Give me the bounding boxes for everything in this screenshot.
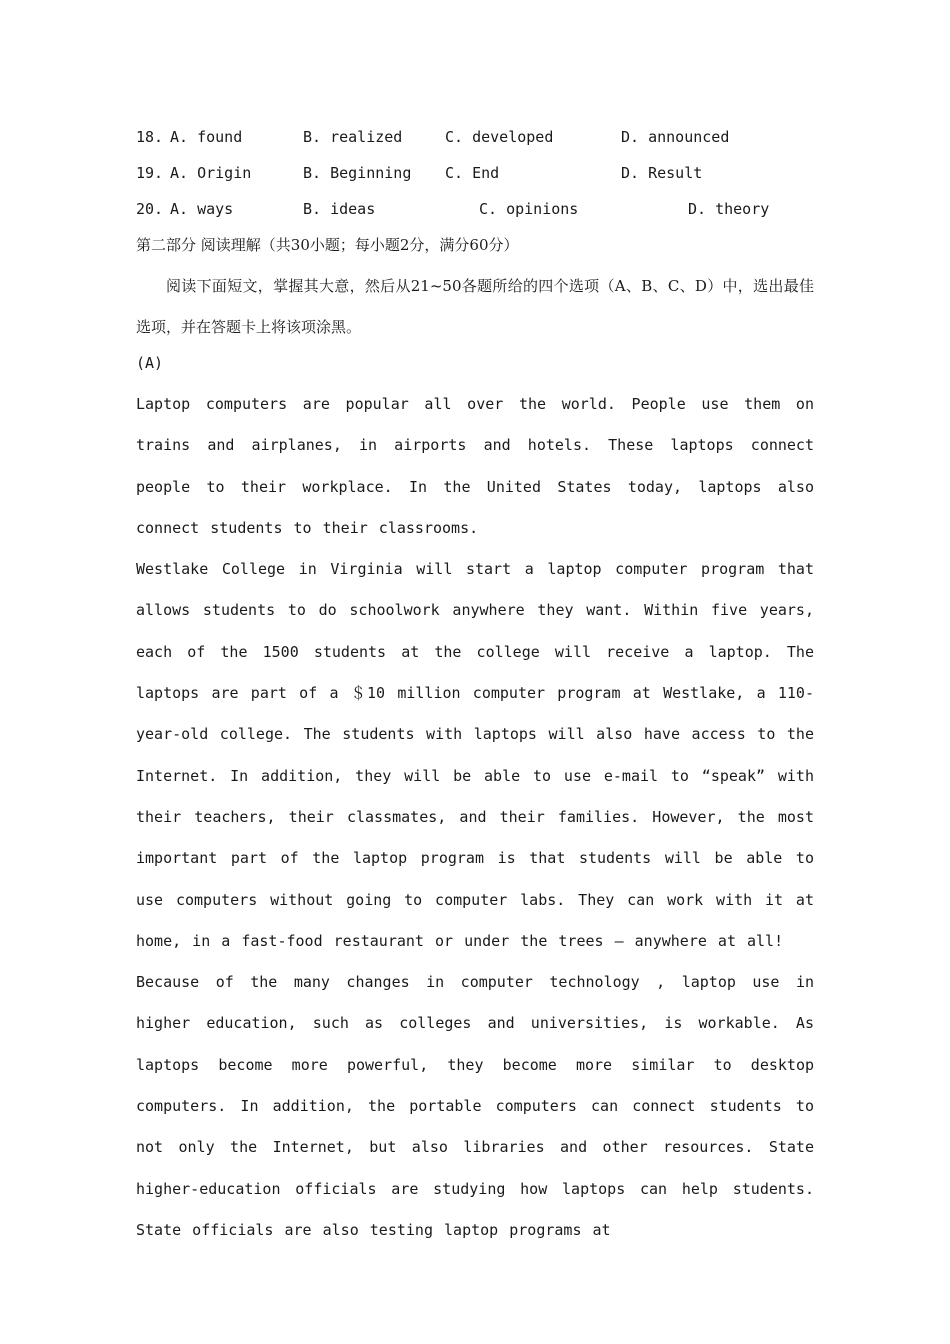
option-b: B. realized [303,128,403,146]
exam-page [136,122,814,1251]
passage-label: (A) [136,354,164,372]
option-a: A. found [170,128,243,146]
question-18-options [136,122,814,158]
option-d: D. Result [621,164,703,182]
option-c: C. developed [445,128,554,146]
passage-paragraph: Because of the many changes in computer technology , laptop use in higher education, such as colleges and universities, is workable. As laptops become more powerful, they become more similar to desktop computers. In addition, the portable computers can connect students to not only the Internet, but also libraries and other resources. State higher-education officials are studying how laptops can help students. State officials are also testing laptop programs at [136,973,814,1239]
option-b: B. ideas [303,200,376,218]
question-19-options [136,158,814,194]
option-a: A. ways [170,200,234,218]
passage-paragraph: Westlake College in Virginia will start a laptop computer program that allows students to do schoolwork anywhere they want. Within five years, each of the 1500 students at the college will receive a laptop. The laptops are part of a ＄10 million computer program at Westlake, a 110-year-old college. The students with laptops will also have access to the Internet. In addition, they will be able to use e-mail to “speak” with their teachers, their classmates, and their families. However, the most important part of the laptop program is that students will be able to use computers without going to computer labs. They can work with it at home, in a fast-food restaurant or under the trees — anywhere at all! [136,560,814,950]
option-d: D. theory [688,200,770,218]
option-c: C. End [445,164,500,182]
passage-paragraph: Laptop computers are popular all over the world. People use them on trains and airplanes, in airports and hotels. These laptops connect people to their workplace. In the United States today, laptops also connect students to their classrooms. [136,395,814,537]
question-number: 19. [136,164,164,182]
question-20-options [136,194,814,230]
section-title: 第二部分 阅读理解（共30小题；每小题2分，满分60分） [136,236,519,254]
question-number: 20. [136,200,164,218]
option-a: A. Origin [170,164,252,182]
question-number: 18. [136,128,164,146]
option-b: B. Beginning [303,164,412,182]
option-d: D. announced [621,128,730,146]
option-c: C. opinions [479,200,579,218]
section-instructions: 阅读下面短文，掌握其大意，然后从21~50各题所给的四个选项（A、B、C、D）中，选出最佳选项，并在答题卡上将该项涂黑。 [136,277,814,336]
